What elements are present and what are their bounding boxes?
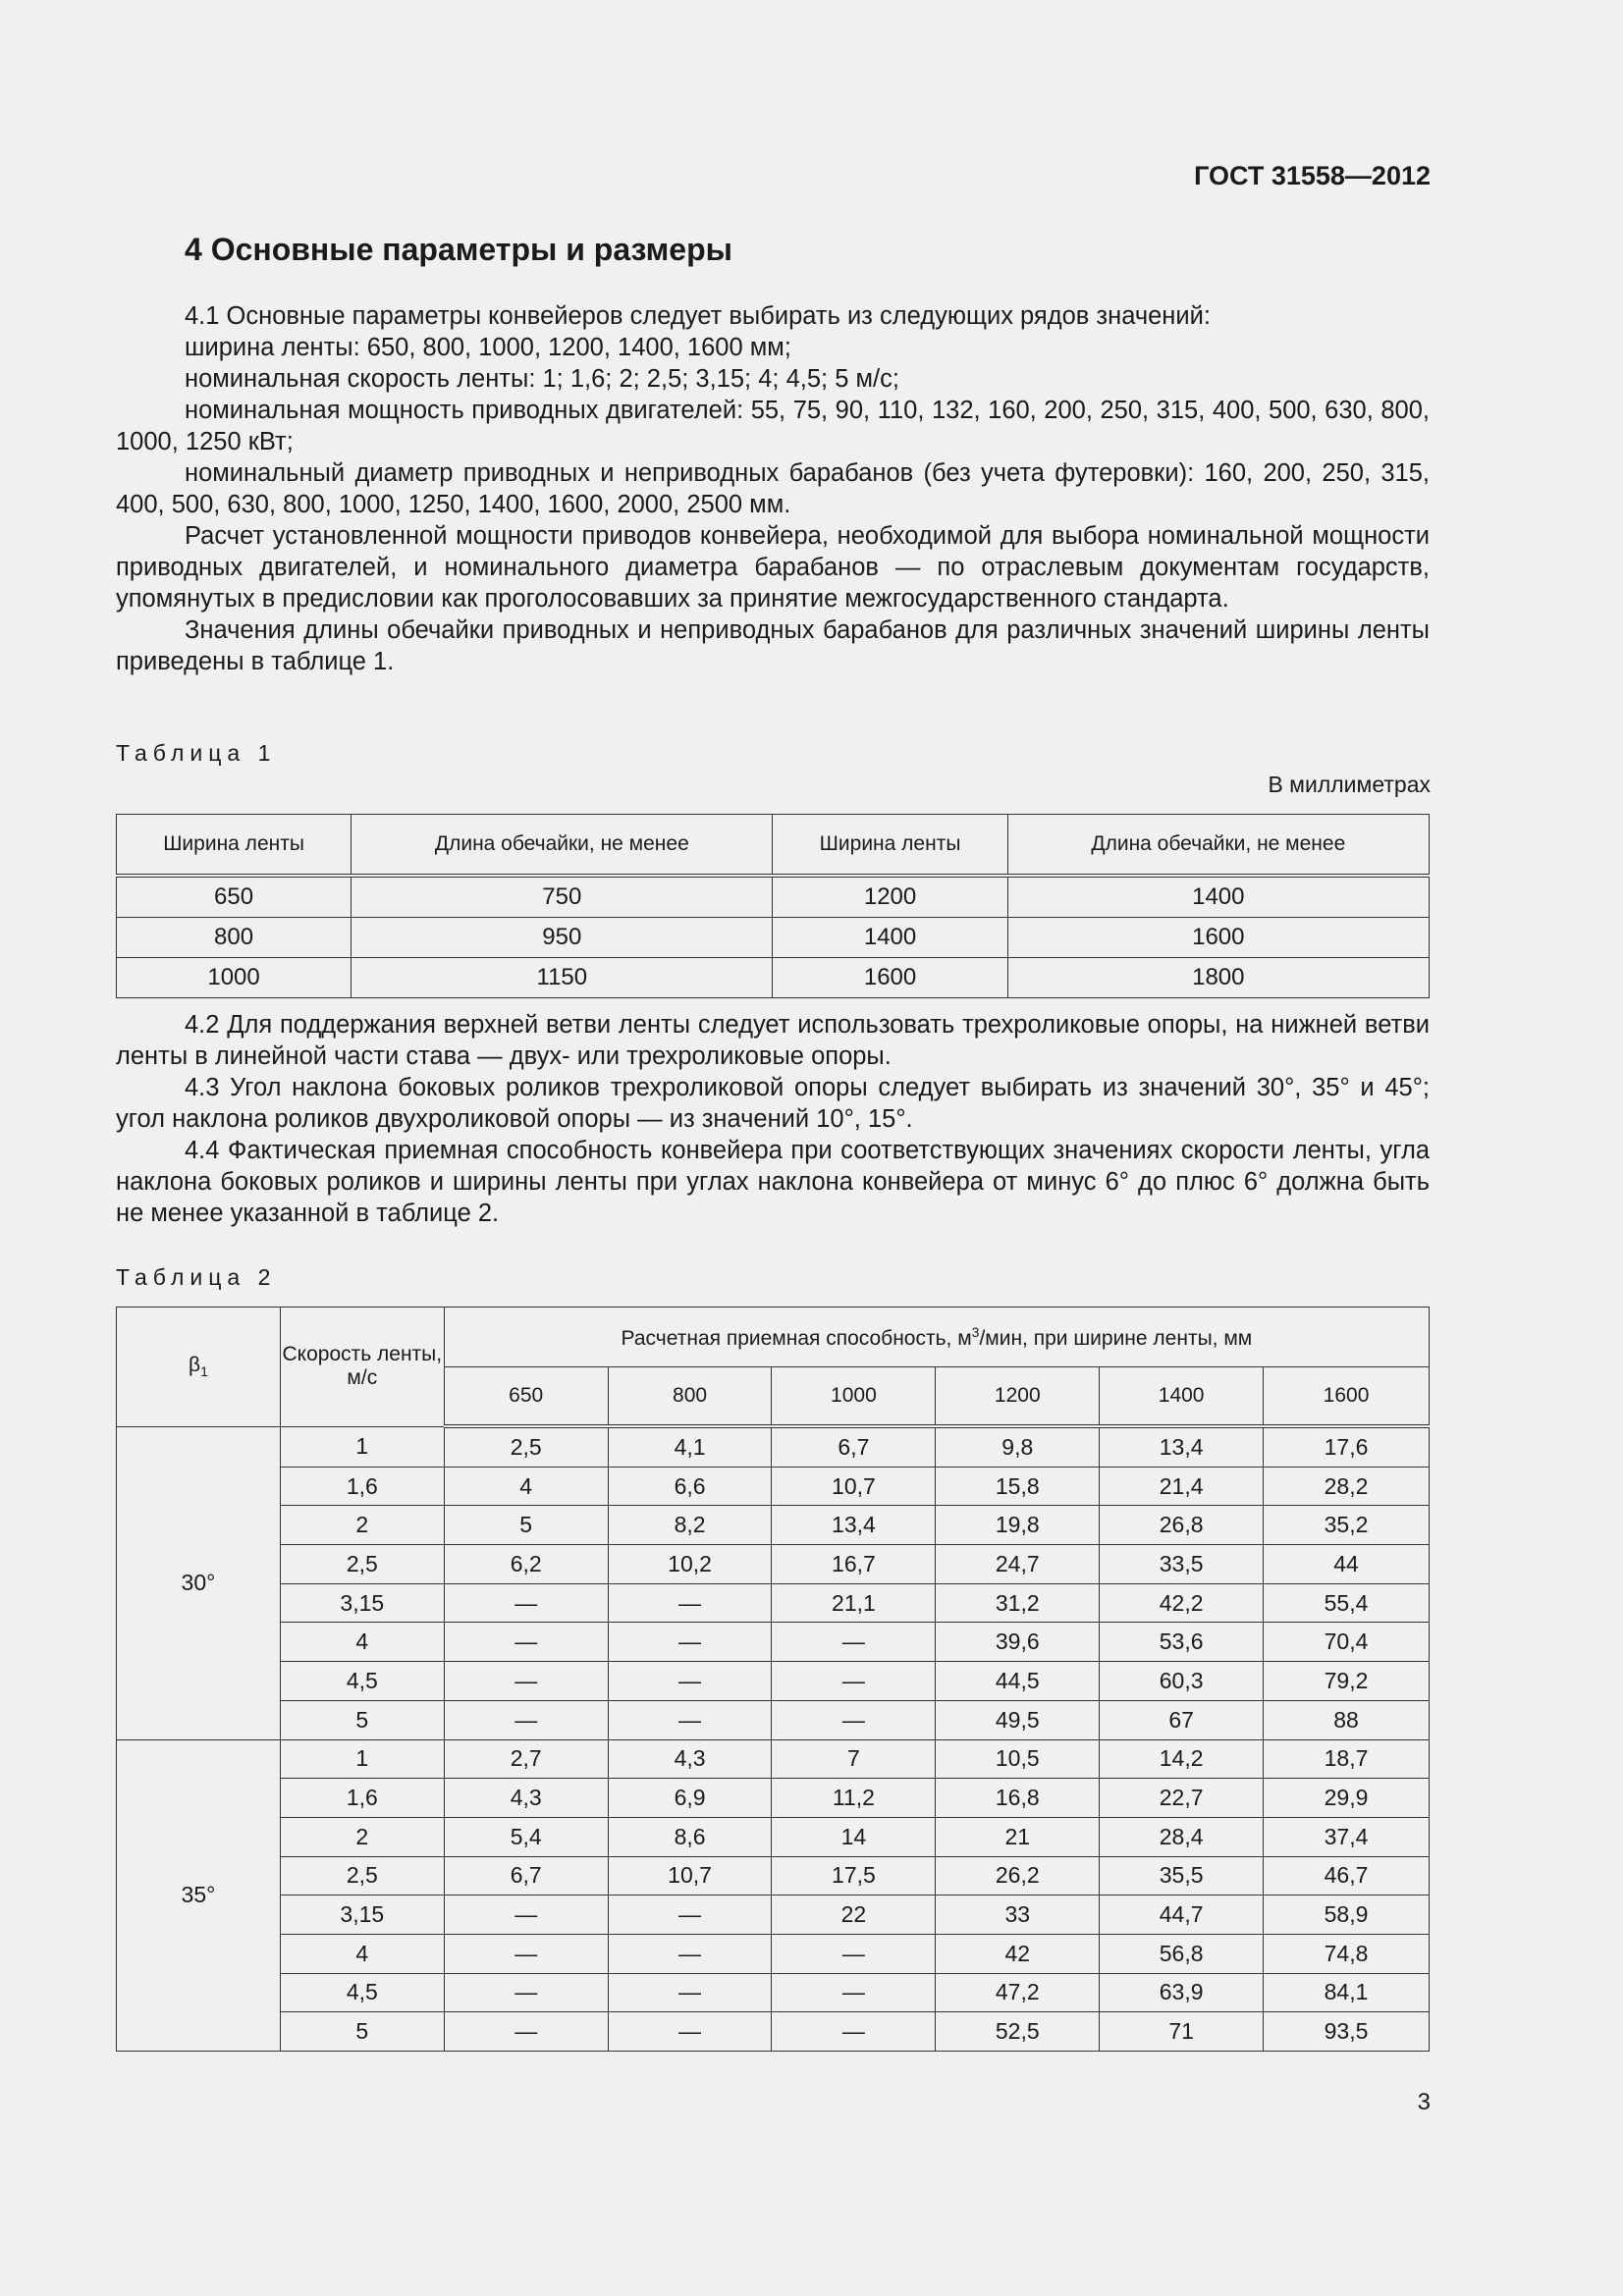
capacity-cell: 21: [936, 1817, 1100, 1856]
capacity-cell: —: [608, 1623, 772, 1662]
capacity-cell: —: [608, 1700, 772, 1739]
capacity-cell: 22: [772, 1896, 936, 1935]
standard-number: ГОСТ 31558—2012: [1194, 161, 1431, 190]
paragraph-4-3: 4.3 Угол наклона боковых роликов трехроликовой опоры следует выбирать из значений 30°, 35° и 45°; угол наклона роликов двухроликовой опоры — из значений 10°, 15°.: [116, 1074, 1430, 1133]
capacity-cell: 26,2: [936, 1856, 1100, 1896]
capacity-cell: 79,2: [1264, 1662, 1430, 1701]
calculation-note: Расчет установленной мощности приводов конвейера, необходимой для выбора номинальной мощности приводных двигателей, и номинального диаметра барабанов — по отраслевым документам государств, упомянутых в предисловии как проголосовавших за принятие межгосударственного стандарта.: [116, 522, 1430, 613]
capacity-cell: 44,7: [1100, 1896, 1264, 1935]
section-body-2: [116, 1009, 1430, 1229]
capacity-cell: —: [444, 1662, 608, 1701]
table-cell: 1000: [117, 958, 352, 998]
paragraph-4-4: 4.4 Фактическая приемная способность конвейера при соответствующих значениях скорости ленты, угла наклона боковых роликов и ширины ленты при углах наклона конвейера от минус 6° до плюс 6° должна быть не менее указанной в таблице 2.: [116, 1137, 1430, 1227]
capacity-cell: 14: [772, 1817, 936, 1856]
speed-cell: 5: [280, 1700, 444, 1739]
capacity-cell: 17,5: [772, 1856, 936, 1896]
capacity-cell: 28,4: [1100, 1817, 1264, 1856]
table-1-units: В миллиметрах: [1268, 772, 1431, 797]
capacity-cell: 6,2: [444, 1545, 608, 1584]
width-header: 1000: [772, 1367, 936, 1427]
capacity-cell: 4,1: [608, 1426, 772, 1467]
capacity-cell: 28,2: [1264, 1467, 1430, 1506]
capacity-cell: —: [772, 1662, 936, 1701]
width-header: 1600: [1264, 1367, 1430, 1427]
capacity-cell: —: [608, 1896, 772, 1935]
table-1-header: Длина обечайки, не менее: [352, 815, 773, 877]
table-row: [117, 1662, 1430, 1701]
table-1-header: Ширина ленты: [773, 815, 1007, 877]
motor-power-list: номинальная мощность приводных двигателей: 55, 75, 90, 110, 132, 160, 200, 250, 315, 400, 500, 630, 800, 1000, 1250 кВт;: [116, 397, 1430, 455]
capacity-cell: —: [444, 1896, 608, 1935]
capacity-cell: 6,7: [444, 1856, 608, 1896]
table-cell: 1800: [1007, 958, 1429, 998]
table-row: [117, 1817, 1430, 1856]
capacity-cell: —: [772, 2012, 936, 2052]
table-row: [117, 1623, 1430, 1662]
paragraph-4-1-intro: 4.1 Основные параметры конвейеров следует выбирать из следующих рядов значений:: [185, 302, 1211, 330]
capacity-cell: 4,3: [444, 1779, 608, 1818]
capacity-cell: 10,2: [608, 1545, 772, 1584]
capacity-cell: 6,6: [608, 1467, 772, 1506]
capacity-cell: 7: [772, 1739, 936, 1779]
capacity-cell: —: [444, 1934, 608, 1973]
table-row: [117, 918, 1430, 958]
table-cell: 750: [352, 876, 773, 918]
capacity-cell: 22,7: [1100, 1779, 1264, 1818]
capacity-cell: —: [608, 1934, 772, 1973]
speed-cell: 2: [280, 1506, 444, 1545]
width-header: 1400: [1100, 1367, 1264, 1427]
capacity-cell: 35,2: [1264, 1506, 1430, 1545]
belt-speed-list: номинальная скорость ленты: 1; 1,6; 2; 2,5; 3,15; 4; 4,5; 5 м/с;: [185, 365, 899, 393]
capacity-cell: 93,5: [1264, 2012, 1430, 2052]
speed-cell: 3,15: [280, 1583, 444, 1623]
capacity-cell: 60,3: [1100, 1662, 1264, 1701]
table-cell: 1150: [352, 958, 773, 998]
capacity-cell: 33,5: [1100, 1545, 1264, 1584]
width-header: 650: [444, 1367, 608, 1427]
capacity-cell: 5,4: [444, 1817, 608, 1856]
capacity-cell: 55,4: [1264, 1583, 1430, 1623]
capacity-cell: 13,4: [772, 1506, 936, 1545]
capacity-cell: 16,7: [772, 1545, 936, 1584]
table-cell: 1400: [1007, 876, 1429, 918]
table-row: [117, 1700, 1430, 1739]
capacity-cell: 74,8: [1264, 1934, 1430, 1973]
speed-cell: 4: [280, 1623, 444, 1662]
speed-cell: 2,5: [280, 1856, 444, 1896]
capacity-cell: 19,8: [936, 1506, 1100, 1545]
table-2-caption: Таблица 2: [116, 1264, 277, 1290]
capacity-cell: 4,3: [608, 1739, 772, 1779]
capacity-cell: 67: [1100, 1700, 1264, 1739]
capacity-cell: —: [608, 1583, 772, 1623]
capacity-cell: 58,9: [1264, 1896, 1430, 1935]
table-1-header: Ширина ленты: [117, 815, 352, 877]
capacity-cell: 37,4: [1264, 1817, 1430, 1856]
capacity-cell: 2,5: [444, 1426, 608, 1467]
paragraph-4-2: 4.2 Для поддержания верхней ветви ленты следует использовать трехроликовые опоры, на нижней ветви ленты в линейной части става — двух- или трехроликовые опоры.: [116, 1011, 1430, 1070]
capacity-cell: 35,5: [1100, 1856, 1264, 1896]
table-cell: 1200: [773, 876, 1007, 918]
table-row: [117, 876, 1430, 918]
angle-cell: 30°: [117, 1426, 281, 1739]
capacity-cell: 21,4: [1100, 1467, 1264, 1506]
table-row: [117, 1934, 1430, 1973]
capacity-cell: 44: [1264, 1545, 1430, 1584]
capacity-cell: —: [608, 2012, 772, 2052]
capacity-cell: 49,5: [936, 1700, 1100, 1739]
capacity-cell: 44,5: [936, 1662, 1100, 1701]
capacity-cell: 84,1: [1264, 1973, 1430, 2012]
capacity-cell: —: [444, 1973, 608, 2012]
capacity-cell: 18,7: [1264, 1739, 1430, 1779]
table-cell: 1600: [773, 958, 1007, 998]
capacity-cell: 52,5: [936, 2012, 1100, 2052]
table-2: [116, 1307, 1430, 2052]
speed-cell: 1: [280, 1739, 444, 1779]
capacity-cell: —: [444, 1700, 608, 1739]
shell-length-note: Значения длины обечайки приводных и неприводных барабанов для различных значений ширины ленты приведены в таблице 1.: [116, 616, 1430, 675]
table-1-header: Длина обечайки, не менее: [1007, 815, 1429, 877]
capacity-cell: 15,8: [936, 1467, 1100, 1506]
table-row: [117, 2012, 1430, 2052]
capacity-cell: —: [444, 1623, 608, 1662]
speed-cell: 4: [280, 1934, 444, 1973]
capacity-cell: 16,8: [936, 1779, 1100, 1818]
table-1: [116, 814, 1430, 998]
capacity-cell: 56,8: [1100, 1934, 1264, 1973]
speed-cell: 5: [280, 2012, 444, 2052]
table-row: [117, 1426, 1430, 1467]
capacity-cell: 4: [444, 1467, 608, 1506]
capacity-cell: 63,9: [1100, 1973, 1264, 2012]
capacity-cell: —: [608, 1662, 772, 1701]
speed-cell: 2: [280, 1817, 444, 1856]
table-cell: 800: [117, 918, 352, 958]
capacity-cell: 29,9: [1264, 1779, 1430, 1818]
capacity-cell: 24,7: [936, 1545, 1100, 1584]
speed-cell: 4,5: [280, 1662, 444, 1701]
capacity-cell: 8,2: [608, 1506, 772, 1545]
capacity-cell: 17,6: [1264, 1426, 1430, 1467]
table-row: [117, 1739, 1430, 1779]
section-title: 4 Основные параметры и размеры: [185, 232, 732, 267]
capacity-cell: 70,4: [1264, 1623, 1430, 1662]
table-cell: 950: [352, 918, 773, 958]
table-cell: 1400: [773, 918, 1007, 958]
capacity-cell: 13,4: [1100, 1426, 1264, 1467]
capacity-cell: 31,2: [936, 1583, 1100, 1623]
belt-width-list: ширина ленты: 650, 800, 1000, 1200, 1400, 1600 мм;: [185, 334, 791, 361]
table-1-body: [117, 876, 1430, 998]
capacity-cell: —: [772, 1623, 936, 1662]
capacity-cell: —: [772, 1700, 936, 1739]
page-number: 3: [1417, 2089, 1431, 2115]
capacity-cell: 39,6: [936, 1623, 1100, 1662]
speed-cell: 2,5: [280, 1545, 444, 1584]
speed-cell: 3,15: [280, 1896, 444, 1935]
capacity-cell: 10,5: [936, 1739, 1100, 1779]
table-cell: 650: [117, 876, 352, 918]
speed-cell: 1,6: [280, 1779, 444, 1818]
table-row: [117, 1896, 1430, 1935]
table-row: [117, 1779, 1430, 1818]
drum-diameter-list: номинальный диаметр приводных и неприводных барабанов (без учета футеровки): 160, 200, 250, 315, 400, 500, 630, 800, 1000, 1250, 1400, 1600, 2000, 2500 мм.: [116, 459, 1430, 518]
capacity-cell: 5: [444, 1506, 608, 1545]
capacity-cell: 53,6: [1100, 1623, 1264, 1662]
capacity-cell: —: [772, 1934, 936, 1973]
width-header: 1200: [936, 1367, 1100, 1427]
speed-cell: 4,5: [280, 1973, 444, 2012]
table-row: [117, 1467, 1430, 1506]
capacity-cell: 6,9: [608, 1779, 772, 1818]
capacity-cell: —: [772, 1973, 936, 2012]
capacity-cell: 21,1: [772, 1583, 936, 1623]
section-body: [116, 300, 1430, 677]
capacity-cell: 2,7: [444, 1739, 608, 1779]
capacity-cell: 46,7: [1264, 1856, 1430, 1896]
table-row: [117, 1583, 1430, 1623]
speed-cell: 1,6: [280, 1467, 444, 1506]
capacity-cell: 10,7: [608, 1856, 772, 1896]
speed-cell: 1: [280, 1426, 444, 1467]
capacity-cell: 47,2: [936, 1973, 1100, 2012]
capacity-cell: 6,7: [772, 1426, 936, 1467]
width-header: 800: [608, 1367, 772, 1427]
table-row: [117, 1506, 1430, 1545]
table-cell: 1600: [1007, 918, 1429, 958]
table-1-caption: Таблица 1: [116, 740, 277, 766]
speed-header: Скорость ленты, м/с: [280, 1308, 444, 1427]
capacity-cell: 9,8: [936, 1426, 1100, 1467]
capacity-cell: —: [608, 1973, 772, 2012]
capacity-cell: —: [444, 1583, 608, 1623]
table-row: [117, 958, 1430, 998]
capacity-cell: 42: [936, 1934, 1100, 1973]
angle-cell: 35°: [117, 1739, 281, 2052]
beta-header: $\beta_1$: [117, 1308, 281, 1427]
table-row: [117, 1545, 1430, 1584]
capacity-cell: 10,7: [772, 1467, 936, 1506]
capacity-cell: 88: [1264, 1700, 1430, 1739]
table-2-body: [117, 1426, 1430, 2052]
table-row: [117, 1856, 1430, 1896]
capacity-cell: 71: [1100, 2012, 1264, 2052]
capacity-cell: 11,2: [772, 1779, 936, 1818]
capacity-cell: 33: [936, 1896, 1100, 1935]
capacity-cell: 8,6: [608, 1817, 772, 1856]
capacity-cell: —: [444, 2012, 608, 2052]
capacity-cell: 26,8: [1100, 1506, 1264, 1545]
table-row: [117, 1973, 1430, 2012]
capacity-cell: 14,2: [1100, 1739, 1264, 1779]
capacity-header: Расчетная приемная способность, $м^3$/мин, при ширине ленты, мм: [444, 1308, 1429, 1367]
capacity-cell: 42,2: [1100, 1583, 1264, 1623]
